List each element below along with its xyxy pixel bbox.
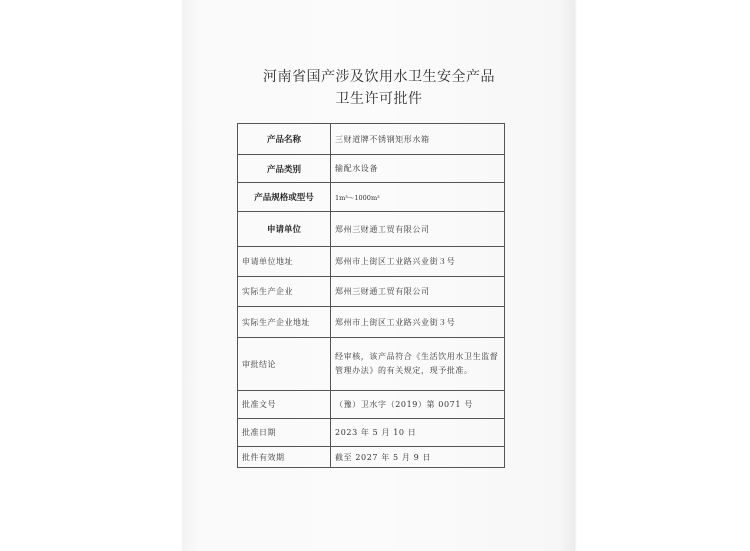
value-validity: 截至 2027 年 5 月 9 日 — [331, 447, 505, 468]
value-product-spec: 1m³～1000m³ — [331, 183, 505, 212]
value-product-name: 三财道牌不锈钢矩形水箱 — [331, 124, 505, 155]
row-applicant-address — [238, 247, 505, 277]
label-approval-date: 批准日期 — [238, 419, 331, 447]
row-applicant — [238, 212, 505, 247]
value-approval-conclusion: 经审核，该产品符合《生活饮用水卫生监督管理办法》的有关规定，现予批准。 — [331, 338, 505, 391]
row-approval-conclusion — [238, 338, 505, 391]
row-product-category — [238, 155, 505, 183]
row-approval-number — [238, 391, 505, 419]
value-applicant: 郑州三财通工贸有限公司 — [331, 212, 505, 247]
label-applicant: 申请单位 — [238, 212, 331, 247]
value-product-category: 输配水设备 — [331, 155, 505, 183]
row-manufacturer-address — [238, 307, 505, 338]
value-applicant-address: 郑州市上街区工业路兴业街３号 — [331, 247, 505, 277]
row-validity — [238, 447, 505, 468]
value-manufacturer-address: 郑州市上街区工业路兴业街３号 — [331, 307, 505, 338]
label-product-category: 产品类别 — [238, 155, 331, 183]
document-title-line1: 河南省国产涉及饮用水卫生安全产品 — [263, 69, 495, 85]
row-manufacturer — [238, 277, 505, 307]
label-applicant-address: 申请单位地址 — [238, 247, 331, 277]
row-product-spec — [238, 183, 505, 212]
label-manufacturer: 实际生产企业 — [238, 277, 331, 307]
value-approval-date: 2023 年 5 月 10 日 — [331, 419, 505, 447]
label-approval-conclusion: 审批结论 — [238, 338, 331, 391]
permit-document — [183, 0, 575, 551]
value-approval-number: （豫）卫水字（2019）第 0071 号 — [331, 391, 505, 419]
label-product-spec: 产品规格或型号 — [238, 183, 331, 212]
label-product-name: 产品名称 — [238, 124, 331, 155]
label-validity: 批件有效期 — [238, 447, 331, 468]
permit-table — [237, 123, 505, 468]
label-approval-number: 批准文号 — [238, 391, 331, 419]
label-manufacturer-address: 实际生产企业地址 — [238, 307, 331, 338]
row-product-name — [238, 124, 505, 155]
row-approval-date — [238, 419, 505, 447]
value-manufacturer: 郑州三财通工贸有限公司 — [331, 277, 505, 307]
document-title-line2: 卫生许可批件 — [335, 91, 423, 107]
